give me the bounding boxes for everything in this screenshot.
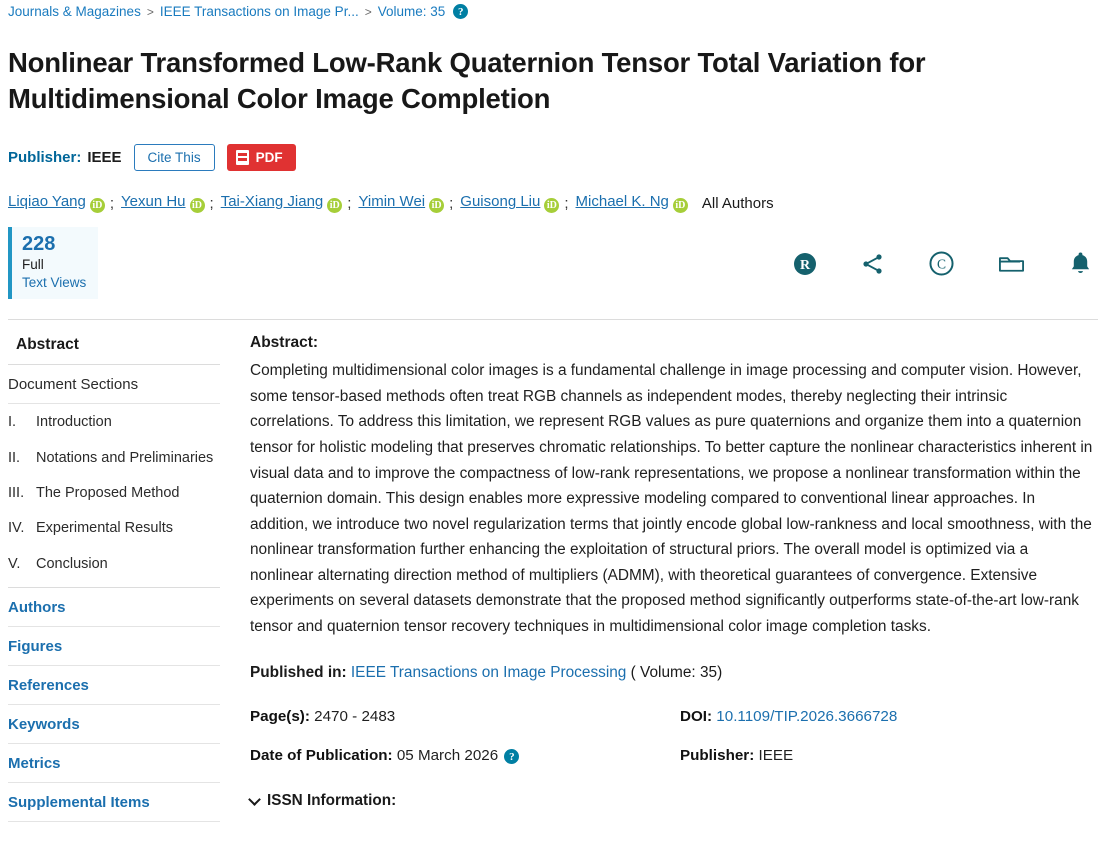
sidebar-item-introduction[interactable] [8,404,220,439]
researchgate-icon[interactable] [793,252,817,281]
section-label-3: The Proposed Method [36,484,180,501]
sidebar [8,320,220,821]
pages-value: 2470 - 2483 [314,707,396,725]
author-separator-5: ; [564,194,569,212]
sidebar-section-list [8,404,220,587]
published-in-label: Published in: [250,663,347,681]
publisher-detail-row [680,747,1094,764]
author-entry-4 [358,193,444,213]
author-link-4[interactable]: Yimin Wei [358,193,426,211]
full-text-views-box[interactable] [8,227,98,299]
folder-icon[interactable] [998,253,1025,280]
published-in-row [250,664,1094,682]
breadcrumb-separator-2: > [364,4,372,19]
doi-link[interactable]: 10.1109/TIP.2026.3666728 [716,707,898,725]
pages-row [250,708,680,725]
author-entry-6 [576,193,688,213]
publisher-name: IEEE [87,149,122,167]
pdf-button-label: PDF [255,150,283,166]
orcid-icon-5[interactable]: iD [544,198,559,213]
sidebar-item-conclusion[interactable] [8,546,220,581]
publisher-label [8,149,122,166]
share-icon[interactable] [861,252,885,281]
content-body [0,320,1106,821]
pages-label: Page(s): [250,707,310,725]
author-link-6[interactable]: Michael K. Ng [575,193,669,211]
author-link-2[interactable]: Yexun Hu [121,193,186,211]
author-separator-2: ; [209,194,214,212]
author-link-5[interactable]: Guisong Liu [460,193,541,211]
sidebar-item-notations-preliminaries[interactable] [8,440,220,475]
published-in-volume: ( Volume: 35) [630,663,723,681]
pdf-icon [236,150,249,165]
section-number-5: V. [8,555,21,572]
metrics-and-actions-row [0,213,1106,299]
full-text-views-label-2: Text Views [22,274,87,290]
breadcrumb-item-journal[interactable]: IEEE Transactions on Image Pr... [159,4,359,19]
svg-text:R: R [799,257,811,273]
sidebar-item-figures[interactable]: Figures [8,627,220,666]
sidebar-document-sections-label: Document Sections [8,365,220,404]
sidebar-item-authors[interactable]: Authors [8,588,220,627]
authors-list [0,171,1106,213]
sidebar-item-proposed-method[interactable] [8,475,220,510]
publisher-label-text: Publisher: [8,149,82,167]
date-of-publication-row [250,747,680,765]
full-text-views-label-1: Full [22,257,44,273]
copyright-permissions-icon[interactable] [929,251,954,281]
section-label-5: Conclusion [36,555,108,572]
sidebar-item-references[interactable]: References [8,666,220,705]
breadcrumb-item-volume[interactable]: Volume: 35 [377,4,446,19]
date-value: 05 March 2026 [396,746,499,764]
orcid-icon-3[interactable]: iD [327,198,342,213]
section-label-2: Notations and Preliminaries [36,449,214,466]
cite-this-button[interactable]: Cite This [134,144,215,171]
author-link-3[interactable]: Tai-Xiang Jiang [220,193,324,211]
author-link-1[interactable]: Liqiao Yang [8,193,86,211]
breadcrumb-item-journals[interactable]: Journals & Magazines [8,4,141,19]
publisher-row [0,134,1106,171]
sidebar-item-supplemental-items[interactable]: Supplemental Items [8,783,220,822]
alerts-bell-icon[interactable] [1069,251,1092,281]
details-column-right [680,708,1094,787]
main-content [220,320,1098,821]
abstract-label: Abstract: [250,334,319,352]
section-number-3: III. [8,484,25,501]
svg-text:C: C [936,256,947,272]
date-help-icon[interactable]: ? [504,749,519,764]
author-entry-5 [460,193,559,213]
breadcrumb [0,0,1106,19]
full-text-views-count: 228 [22,233,56,256]
pdf-button[interactable] [227,144,296,171]
author-entry-1 [8,193,105,213]
action-icon-bar [793,251,1098,281]
author-entry-3 [221,193,343,213]
section-number-1: I. [8,414,17,431]
issn-information-label: ISSN Information: [267,792,397,809]
help-icon[interactable]: ? [453,4,468,19]
sidebar-heading-abstract[interactable]: Abstract [8,334,220,365]
doi-label: DOI: [680,707,713,725]
author-separator-1: ; [109,194,115,212]
published-in-journal-link[interactable]: IEEE Transactions on Image Processing [350,663,627,681]
page-title: Nonlinear Transformed Low-Rank Quaternion Tensor Total Variation for Multidimensional Color Image Completion [8,47,926,114]
sidebar-item-metrics[interactable]: Metrics [8,744,220,783]
orcid-icon-4[interactable]: iD [429,198,444,213]
abstract-text: Completing multidimensional color images is a fundamental challenge in image processing and computer vision. However, some tensor-based methods often treat RGB channels as independent modes, thereby neglecting their intrinsic correlations. To address this limitation, we represent RGB values as pure quaternions and organize them into a quaternion tensor for holistic modeling that preserves chromatic relationships. To better capture the nonlinear characteristics inherent in visual data and to improve the compactness of low-rank representations, we propose a nonlinear transformation within the quaternion domain. This design enables more expressive modeling compared to conventional linear approaches. In addition, we introduce two novel regularization terms that jointly encode global low-rankness and local smoothness, with the nonlinear transformation further enhancing the exploitation of structural priors. The overall model is optimized via a nonlinear alternating direction method of multipliers (ADMM), with theoretical guarantees of convergence. Extensive experiments on several datasets demonstrate that the proposed method significantly outperforms state-of-the-art low-rank tensor and quaternion tensor recovery techniques in multidimensional color image completion tasks. [250,362,1093,635]
all-authors-link[interactable]: All Authors [701,194,774,212]
sidebar-item-keywords[interactable]: Keywords [8,705,220,744]
author-separator-3: ; [347,194,352,212]
section-number-2: II. [8,449,21,466]
section-label-4: Experimental Results [36,520,173,537]
publication-details-grid [250,708,1094,787]
chevron-down-icon [248,793,261,806]
sidebar-item-experimental-results[interactable] [8,510,220,545]
publisher-detail-value: IEEE [758,746,794,764]
date-label: Date of Publication: [250,746,393,764]
section-number-4: IV. [8,520,25,537]
doi-row [680,708,1094,725]
issn-information-toggle[interactable] [250,792,1094,810]
author-separator-4: ; [449,194,454,212]
orcid-icon-1[interactable]: iD [90,198,105,213]
breadcrumb-separator: > [146,4,154,19]
orcid-icon-6[interactable]: iD [673,198,688,213]
publisher-detail-label: Publisher: [680,746,755,764]
section-label-1: Introduction [36,414,112,431]
author-entry-2 [121,193,205,213]
orcid-icon-2[interactable]: iD [190,198,205,213]
details-column-left [250,708,680,787]
